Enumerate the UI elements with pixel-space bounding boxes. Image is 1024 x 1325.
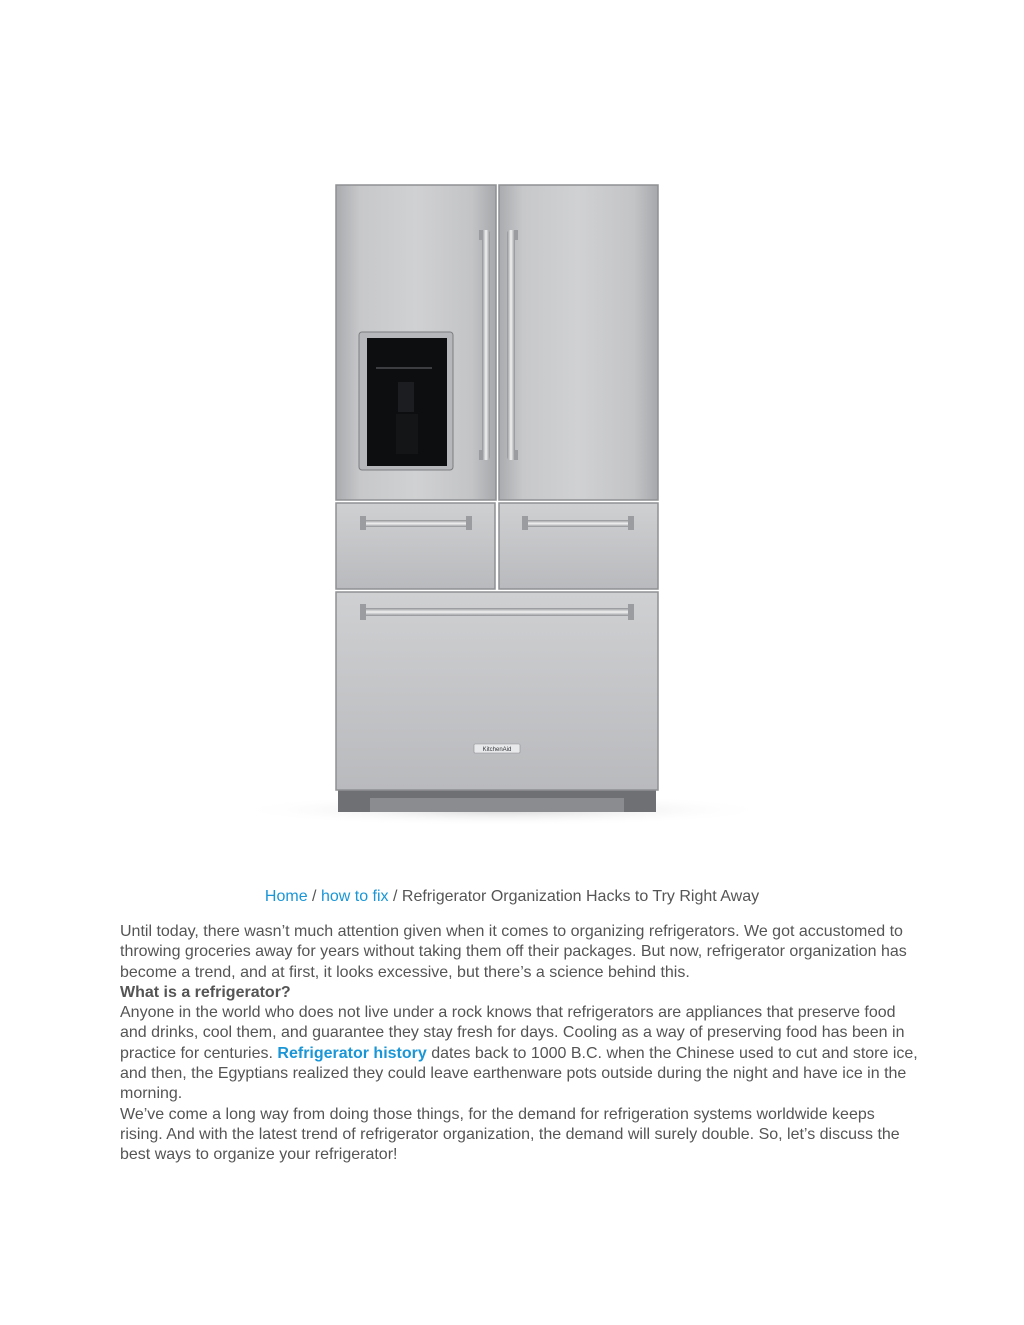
breadcrumb-separator: / (393, 888, 398, 905)
breadcrumb (0, 886, 1024, 908)
section-heading: What is a refrigerator? (120, 983, 291, 1001)
history-text-after-link: dates back to 1000 B.C. when the Chinese used to cut and store ice, and then, the Egyptians realized they could leave earthenware pots outside during the night and have ice in the morning. (120, 1044, 918, 1103)
article-body (120, 922, 920, 1166)
breadcrumb-category-link[interactable]: how to fix (320, 888, 389, 905)
refrigerator-image (220, 170, 780, 840)
brand-badge-text: KitchenAid (482, 747, 512, 753)
history-paragraph (120, 1003, 920, 1104)
refrigerator-history-link[interactable]: Refrigerator history (277, 1044, 427, 1062)
breadcrumb-home-link[interactable]: Home (264, 888, 308, 905)
history-text-before-link: Anyone in the world who does not live under a rock knows that refrigerators are appliances that preserve food and drinks, cool them, and guarantee they stay fresh for days. Cooling as a way of preserving food has been in practice for centuries. (120, 1004, 905, 1062)
breadcrumb-separator: / (312, 888, 317, 905)
intro-paragraph: Until today, there wasn’t much attention given when it comes to organizing refrigerators. We got accustomed to throwing groceries away for years without taking them off their packages. But now, refrigerator organization has become a trend, and at first, it looks excessive, but there’s a science behind this. (120, 923, 907, 981)
breadcrumb-current-page: Refrigerator Organization Hacks to Try Right Away (401, 888, 760, 905)
closing-paragraph: We’ve come a long way from doing those things, for the demand for refrigeration systems worldwide keeps rising. And with the latest trend of refrigerator organization, the demand will surely double. So, let’s discuss the best ways to organize your refrigerator! (120, 1105, 900, 1164)
